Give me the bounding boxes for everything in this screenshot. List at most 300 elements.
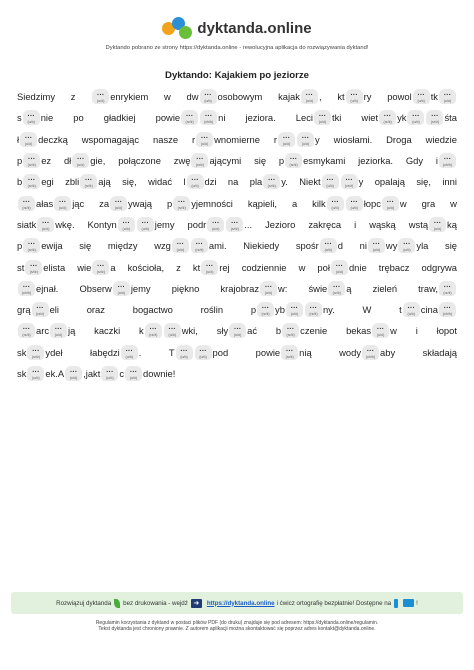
blank-gap[interactable] [196,132,213,147]
blank-gap[interactable] [23,174,40,189]
blank-gap[interactable] [200,110,217,125]
gap-dots: ... [129,367,138,374]
gap-options: (u/ó) [191,184,199,189]
gap-dots: ... [27,111,35,119]
blank-gap[interactable] [32,302,49,317]
text-fragment: Droga [386,133,412,145]
text-fragment: ez [41,155,52,167]
text-fragment: na [227,176,239,188]
gap-dots: ... [350,90,358,98]
blank-gap[interactable] [257,302,274,317]
gap-dots: ... [264,281,273,289]
text-fragment: esmykami [303,155,346,167]
text-chunk [91,89,148,104]
blank-gap[interactable] [23,110,40,125]
text-fragment: poł [317,261,330,273]
download-note: Dyktando pobrano ze strony https://dyktanda.online - rewolucyjna aplikacja do rozwiązywania dyktand! [105,45,369,51]
text-chunk [445,240,457,251]
text-chunk [17,132,68,147]
text-chunk [77,260,115,275]
blank-gap[interactable] [18,323,35,338]
gap-dots: ... [309,303,318,311]
text-fragment: r [273,133,278,145]
blank-gap[interactable] [80,174,97,189]
blank-gap[interactable] [362,345,379,360]
gap-dots: ... [168,324,176,332]
text-chunk [373,283,398,294]
blank-gap[interactable] [23,238,40,253]
blank-gap[interactable] [23,153,40,168]
text-chunk [104,112,136,123]
blank-gap[interactable] [314,110,331,125]
text-chunk [17,281,58,296]
text-fragment: T [168,346,175,358]
text-fragment: s [17,112,22,124]
text-fragment: p [17,240,23,252]
leaf-icon [114,599,120,608]
gap-dots: ... [141,217,149,225]
text-fragment: wkę. [55,218,75,230]
text-chunk [17,345,63,360]
text-fragment: nie [40,112,54,124]
gap-dots: ... [204,111,213,119]
text-fragment: w [390,325,397,337]
gap-options: (u/ó) [335,269,344,274]
blank-gap[interactable] [263,174,280,189]
blank-gap[interactable] [346,196,363,211]
text-chunk [423,347,457,358]
text-fragment: inni [442,176,457,188]
gap-options: (u/ó) [114,205,123,210]
gap-dots: ... [331,196,339,204]
text-fragment: , [318,91,322,103]
text-chunk [317,260,366,275]
gap-dots: ... [386,196,395,204]
text-chunk [360,238,429,253]
gap-dots: ... [443,303,452,311]
gap-dots: ... [282,132,291,140]
gap-dots: ... [106,367,114,374]
gap-options: (u/ó) [376,333,385,338]
blank-gap[interactable] [226,217,243,232]
blank-gap[interactable] [281,345,298,360]
text-chunk [192,132,260,147]
text-fragment: ką [447,218,457,230]
blank-gap[interactable] [322,174,339,189]
text-fragment: ny. [322,304,335,316]
text-fragment: jak [85,368,98,379]
blank-gap[interactable] [320,238,337,253]
text-fragment: nią [299,346,312,358]
gap-dots: ... [30,260,38,268]
blank-gap[interactable] [426,110,443,125]
gap-options: (u/ó) [386,205,395,210]
blank-gap[interactable] [260,281,277,296]
gap-dots: ... [59,196,67,204]
gap-options: (u/ó) [125,354,133,359]
text-chunk [278,89,322,104]
blank-gap[interactable] [181,110,198,125]
text-fragment: t [399,304,402,316]
text-chunk [86,368,98,379]
text-fragment: ą [346,282,352,294]
text-fragment: y. [281,176,288,188]
gap-options: (u/ó) [331,205,339,210]
logo-mark-icon [162,15,192,41]
blank-gap[interactable] [439,281,456,296]
text-chunk [122,176,137,187]
text-line [17,256,457,277]
gap-options: (u/ó) [212,226,220,231]
blank-gap[interactable] [407,110,424,125]
gap-dots: ... [376,324,385,332]
text-fragment: zbli [65,176,80,188]
gap-dots: ... [286,324,295,332]
text-fragment: łabędzi [90,346,120,358]
text-fragment: ... [244,218,253,230]
blank-gap[interactable] [145,323,162,338]
blank-gap[interactable] [286,302,303,317]
text-fragment: się [254,155,267,167]
blank-gap[interactable] [18,196,35,211]
text-fragment: traw, [418,282,438,294]
text-fragment: śta [444,112,457,124]
blank-gap[interactable] [372,323,389,338]
gap-dots: ... [32,367,40,374]
text-fragment: k [139,325,144,337]
gap-options: (u/ó) [350,205,358,210]
text-chunk [167,196,233,211]
gap-options: (u/ó) [199,354,207,359]
gap-options: (rz/ż) [230,226,239,231]
gap-options: (ch/h) [442,312,453,317]
gap-options: (rz/ż) [289,163,298,168]
text-fragment: Jezioro [265,218,296,230]
gap-options: (rz/ż) [430,120,440,125]
text-fragment: się, [416,176,431,188]
text-fragment: yb [275,304,285,316]
gap-options: (rz/ż) [309,312,318,317]
text-chunk [418,281,457,296]
text-fragment: powie [155,112,181,124]
footer-text-mid: bez drukowania - wejdź [123,599,188,607]
arrow-right-icon: ➜ [191,599,202,608]
text-fragment: rej [219,261,230,273]
text-fragment: za [99,197,110,209]
gap-dots: ... [318,111,327,119]
gap-options: (u/ó) [403,248,411,253]
text-fragment: wzg [154,240,171,252]
text-fragment: enrykiem [110,91,149,103]
gap-dots: ... [180,345,188,353]
text-line [17,86,457,107]
gap-dots: ... [301,132,310,140]
text-chunk [363,304,372,315]
text-fragment: tki [331,112,342,124]
text-fragment: ł [17,133,20,145]
text-fragment: oraz [86,304,105,316]
blank-gap[interactable] [439,153,456,168]
text-fragment: Gdy [405,155,424,167]
text-fragment: ywają [128,197,153,209]
blank-gap[interactable] [50,323,67,338]
gap-options: (rz/ż) [383,120,392,125]
blank-gap[interactable] [328,281,345,296]
gap-dots: ... [433,217,442,225]
text-chunk [375,176,405,187]
gap-options: (rz/ż) [149,333,158,338]
text-fragment: wnomierne [214,133,260,145]
gap-dots: ... [324,239,332,247]
gap-dots: ... [97,260,105,268]
gap-dots: ... [32,345,40,353]
blank-gap[interactable] [113,281,130,296]
text-fragment: dzi [204,176,217,188]
text-chunk [358,155,393,166]
text-fragment: kt [337,91,345,103]
text-fragment: bogactwo [132,304,173,316]
blank-gap[interactable] [439,89,456,104]
gap-dots: ... [199,345,207,353]
text-fragment: ać [247,325,258,337]
blank-gap[interactable] [27,366,44,381]
text-fragment: w: [278,282,288,294]
text-fragment: elista [43,261,66,273]
text-chunk [82,134,139,145]
text-chunk [296,110,342,125]
text-line [17,150,457,171]
text-chunk [94,325,120,336]
text-chunk [308,219,341,230]
text-fragment: Niekt [299,176,321,188]
blank-gap[interactable] [173,196,190,211]
blank-gap[interactable] [379,110,396,125]
text-fragment: i [415,325,418,337]
text-fragment: dw [186,91,199,103]
blank-gap[interactable] [92,89,109,104]
text-fragment: wki, [181,325,198,337]
gap-options: (rz/ż) [31,354,40,359]
text-fragment: podr [187,218,207,230]
text-chunk [164,91,171,102]
text-chunk [334,134,373,145]
blank-gap[interactable] [101,366,118,381]
text-chunk [254,155,266,166]
text-fragment: egi [41,176,54,188]
gap-dots: ... [85,175,93,183]
gap-dots: ... [285,345,294,353]
gap-options: (rz/ż) [29,269,38,274]
text-chunk [386,134,412,145]
blank-gap[interactable] [297,132,314,147]
gap-options: (rz/ż) [185,120,194,125]
blank-gap[interactable] [72,153,89,168]
blank-gap[interactable] [121,345,138,360]
text-fragment: a [291,197,298,209]
text-fragment: Leci [295,112,313,124]
desktop-icon[interactable] [403,599,414,607]
blank-gap[interactable] [413,89,430,104]
footer-text-pre: Rozwiązuj dyktanda [56,599,112,607]
gap-dots: ... [28,154,36,162]
text-fragment: arc [36,325,50,337]
text-chunk [17,91,55,102]
text-fragment: w [450,197,457,209]
blank-gap[interactable] [20,132,37,147]
text-line [17,320,457,341]
footer-link[interactable]: https://dyktanda.online [206,599,275,607]
text-chunk [416,325,418,336]
blank-gap[interactable] [282,323,299,338]
blank-gap[interactable] [54,196,71,211]
gap-options: (u/ó) [27,120,35,125]
gap-options: (u/ó) [417,99,425,104]
blank-gap[interactable] [368,238,385,253]
text-fragment: w [399,197,407,209]
blank-gap[interactable] [27,345,44,360]
text-chunk [174,153,241,168]
blank-gap[interactable] [172,238,189,253]
gap-dots: ... [212,217,220,225]
blank-gap[interactable] [118,217,135,232]
text-fragment: świe [308,282,328,294]
blank-gap[interactable] [403,302,420,317]
footer-text-end: ! [416,599,418,607]
blank-gap[interactable] [25,260,42,275]
blank-gap[interactable] [65,366,82,381]
blank-gap[interactable] [207,217,224,232]
text-fragment: Kontyn [87,218,117,230]
blank-gap[interactable] [37,217,54,232]
text-fragment: ałas [36,197,54,209]
blank-gap[interactable] [341,174,358,189]
text-chunk [265,219,295,230]
gap-dots: ... [178,196,186,204]
text-fragment: spośr [295,240,319,252]
blank-gap[interactable] [229,323,246,338]
gap-options: (u/ó) [318,120,327,125]
blank-gap[interactable] [382,196,399,211]
gap-dots: ... [383,111,392,119]
blank-gap[interactable] [201,260,218,275]
gap-dots: ... [125,345,133,353]
text-chunk [436,153,457,168]
text-line [17,299,457,320]
blank-gap[interactable] [305,302,322,317]
text-chunk [299,262,306,273]
gap-options: (ch/h) [204,120,214,125]
blank-gap[interactable] [176,345,193,360]
gap-dots: ... [372,239,381,247]
text-fragment: pod [212,346,229,358]
text-fragment: dnie [348,261,367,273]
text-chunk [220,281,287,296]
text-chunk [87,304,105,315]
logo-text: dyktanda.online [197,19,312,37]
text-fragment: i [435,155,438,167]
text-fragment: ają [98,176,111,188]
text-fragment: jemy [154,218,175,230]
blank-gap[interactable] [195,345,212,360]
blank-gap[interactable] [164,323,181,338]
blank-gap[interactable] [439,302,456,317]
text-fragment: b [17,176,23,188]
gap-options: (rz/ż) [27,184,36,189]
gap-options: (u/ó) [324,248,332,253]
android-icon[interactable] [394,599,398,608]
blank-gap[interactable] [137,217,154,232]
text-fragment: opalają [374,176,405,188]
text-chunk [80,281,151,296]
gap-options: (u/ó) [117,290,126,295]
gap-dots: ... [268,175,276,183]
blank-gap[interactable] [92,260,109,275]
blank-gap[interactable] [429,217,446,232]
gap-options: (rz/ż) [195,163,205,168]
blank-gap[interactable] [187,174,204,189]
text-fragment: ry [363,91,372,103]
blank-gap[interactable] [278,132,295,147]
text-fragment: kaczki [94,325,121,337]
blank-gap[interactable] [191,153,208,168]
blank-gap[interactable] [200,89,217,104]
site-logo[interactable] [0,14,474,42]
gap-dots: ... [206,260,214,268]
gap-options: (u/ó) [69,376,78,380]
text-fragment: gładkiej [103,112,136,124]
text-fragment: eli [49,304,59,316]
blank-gap[interactable] [18,281,35,296]
text-chunk [399,302,457,317]
text-fragment: zakręca [308,218,342,230]
text-fragment: jeziora. [245,112,276,124]
text-fragment: łopc [363,197,381,209]
blank-gap[interactable] [327,196,344,211]
gap-options: (u/ó) [32,376,40,380]
text-fragment: y [358,176,364,188]
text-fragment: piękno [171,282,200,294]
text-fragment: st [17,261,25,273]
blank-gap[interactable] [346,89,363,104]
gap-options: (ch/h) [442,163,453,168]
text-chunk [17,302,59,317]
text-fragment: Niekiedy [243,240,280,252]
text-fragment: się [79,240,92,252]
text-chunk [193,260,230,275]
text-fragment: kościoła, [127,261,165,273]
text-chunk [409,217,457,232]
blank-gap[interactable] [398,238,415,253]
blank-gap[interactable] [191,238,208,253]
text-fragment: kilk [312,197,326,209]
text-fragment: kt [192,261,201,273]
text-chunk [64,153,105,168]
text-fragment: p [166,197,173,209]
blank-gap[interactable] [331,260,348,275]
blank-gap[interactable] [301,89,318,104]
dictation-text [17,86,457,384]
text-chunk [250,174,288,189]
text-fragment: tk [430,91,438,103]
text-fragment: aby [380,346,396,358]
text-line [17,278,457,299]
gap-options: (u/ó) [372,248,381,253]
gap-options: (rz/ż) [195,248,204,253]
blank-gap[interactable] [285,153,302,168]
blank-gap[interactable] [110,196,127,211]
blank-gap[interactable] [125,366,142,381]
gap-dots: ... [22,196,31,204]
